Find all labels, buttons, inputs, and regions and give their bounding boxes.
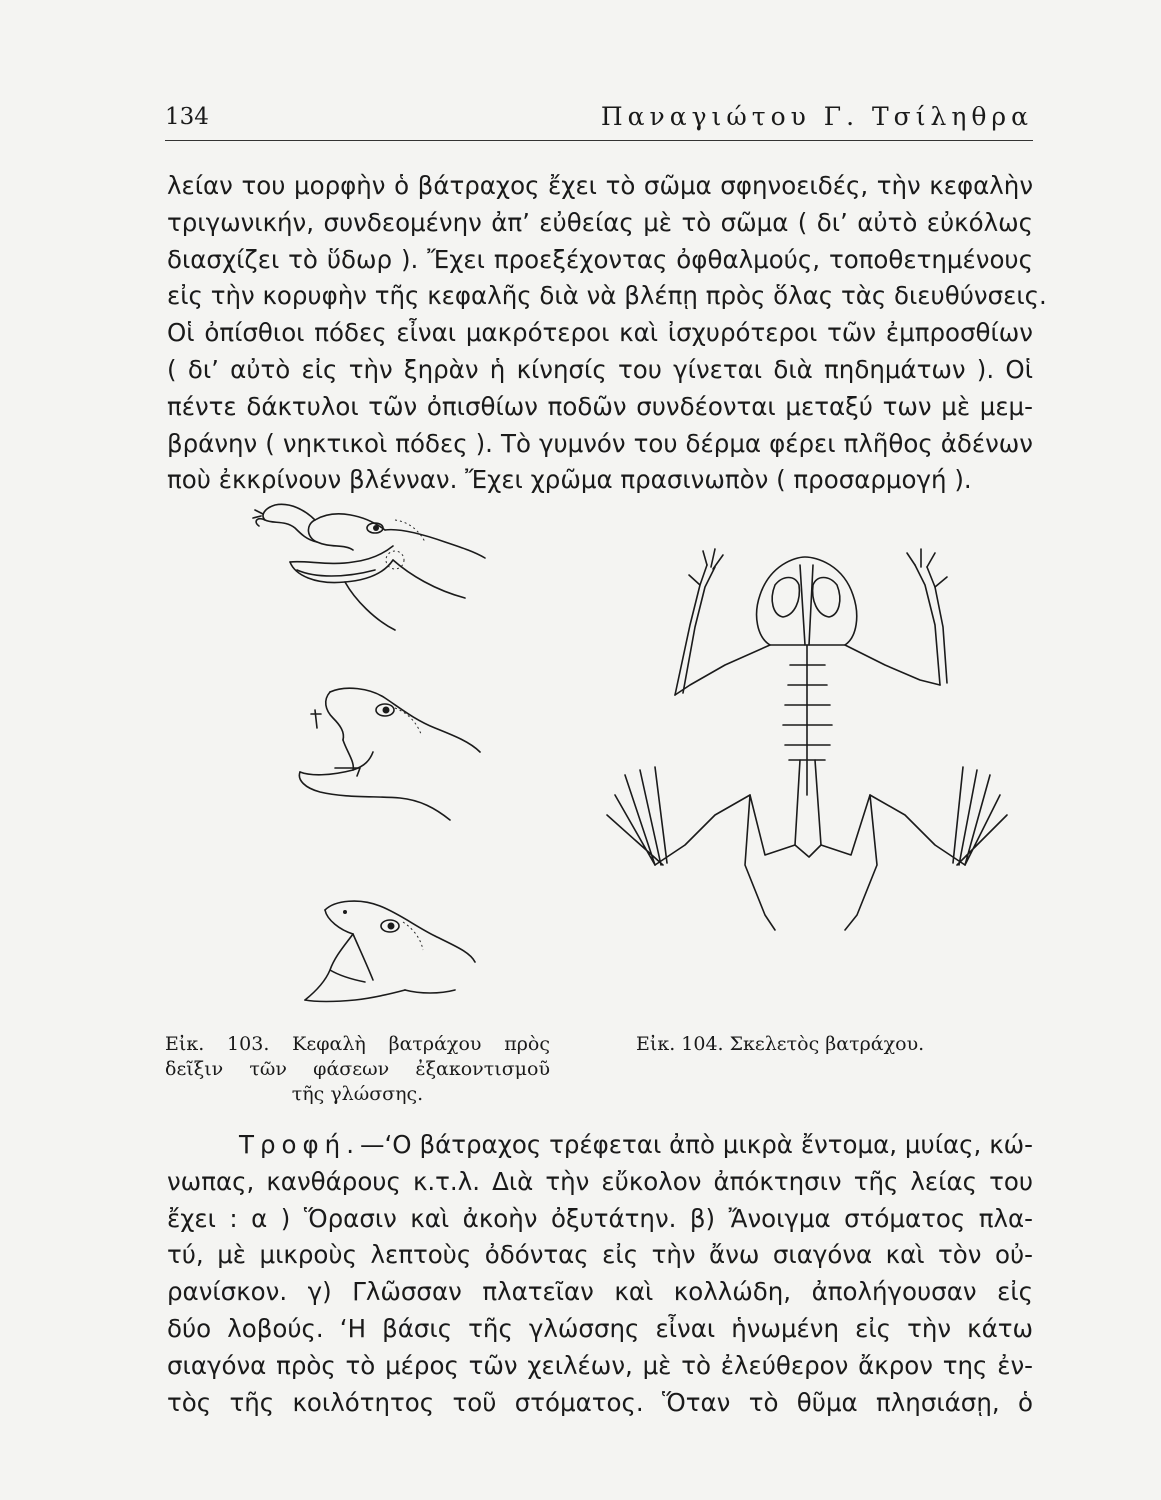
frog-head-tongue-retracted [305, 901, 475, 1001]
text-line: διασχίζει τὸ ὕδωρ ). Ἔχει προεξέχοντας ὀφθαλμούς, τοποθετημένους [167, 244, 1033, 274]
page-number: 134 [165, 104, 209, 130]
caption-line: τῆς γλώσσης. [291, 1083, 424, 1105]
text-line: δύο λοβούς. ‘Η βάσις τῆς γλώσσης εἶναι ἡνωμένη εἰς τὴν κάτω [167, 1313, 1033, 1343]
text-line: λείαν του μορφὴν ὁ βάτραχος ἔχει τὸ σῶμα σφηνοειδές, τὴν κεφαλὴν [167, 171, 1033, 200]
text-line: τύ, μὲ μικροὺς λεπτοὺς ὀδόντας εἰς τὴν ἄνω σιαγόνα καὶ τὸν οὐ- [167, 1240, 1033, 1270]
text-line: ἔχει : α ) Ὅρασιν καὶ ἀκοὴν ὀξυτάτην. β) Ἄνοιγμα στόματος πλα- [167, 1203, 1033, 1233]
section-heading-food: Τροφή. [239, 1130, 360, 1159]
text-line-rest: —‘Ο βάτραχος τρέφεται ἀπὸ μικρὰ ἔντομα, μυίας, κώ- [359, 1130, 1033, 1159]
text-line: ποὺ ἐκκρίνουν βλένναν. Ἔχει χρῶμα πρασινωπὸν ( προσαρμογή ). [167, 465, 972, 495]
page-header [165, 100, 1033, 141]
text-line: εἰς τὴν κορυφὴν τῆς κεφαλῆς διὰ νὰ βλέπῃ πρὸς ὅλας τὰς διευθύνσεις. [167, 281, 1047, 311]
paragraph-food [167, 1127, 1033, 1421]
caption-figure-104: Εἰκ. 104. Σκελετὸς βατράχου. [636, 1033, 925, 1055]
frog-skeleton-illustration [595, 545, 1015, 945]
text-line: ( δι’ αὐτὸ εἰς τὴν ξηρὰν ἡ κίνησίς του γίνεται διὰ πηδημάτων ). Οἱ [167, 354, 1033, 384]
frog-head-mouth-open [299, 688, 480, 820]
caption-figure-103 [165, 1032, 550, 1107]
text-line: Οἱ ὀπίσθιοι πόδες εἶναι μακρότεροι καὶ ἰσχυρότεροι τῶν ἐμπροσθίων [167, 318, 1033, 348]
figure-frog-heads [235, 480, 505, 1020]
text-line: τὸς τῆς κοιλότητος τοῦ στόματος. Ὅταν τὸ θῦμα πλησιάσῃ, ὁ [167, 1387, 1033, 1417]
paragraph-frog-description [167, 168, 1047, 499]
frog-head-tongue-extended [253, 504, 485, 630]
text-line: σιαγόνα πρὸς τὸ μέρος τῶν χειλέων, μὲ τὸ ἐλεύθερον ἄκρον της ἐν- [167, 1350, 1033, 1380]
caption-line: δεῖξιν τῶν φάσεων ἐξακοντισμοῦ [165, 1058, 550, 1080]
running-title: Παναγιώτου Γ. Τσίληθρα [600, 102, 1033, 131]
text-line: ρανίσκον. γ) Γλῶσσαν πλατεῖαν καὶ κολλώδη, ἀπολήγουσαν εἰς [167, 1277, 1033, 1307]
frog-heads-illustration [235, 480, 505, 1020]
caption-line: Εἰκ. 103. Κεφαλὴ βατράχου πρὸς [165, 1033, 550, 1055]
text-line: τριγωνικήν, συνδεομένην ἀπ’ εὐθείας μὲ τὸ σῶμα ( δι’ αὐτὸ εὐκόλως [167, 207, 1033, 237]
figure-frog-skeleton [595, 545, 1015, 945]
text-line [167, 1127, 1033, 1164]
text-line: βράνην ( νηκτικοὶ πόδες ). Τὸ γυμνόν του δέρμα φέρει πλῆθος ἀδένων [167, 428, 1033, 458]
text-line: πέντε δάκτυλοι τῶν ὀπισθίων ποδῶν συνδέονται μεταξύ των μὲ μεμ- [167, 391, 1033, 421]
text-line: νωπας, κανθάρους κ.τ.λ. Διὰ τὴν εὔκολον ἀπόκτησιν τῆς λείας του [167, 1166, 1033, 1196]
